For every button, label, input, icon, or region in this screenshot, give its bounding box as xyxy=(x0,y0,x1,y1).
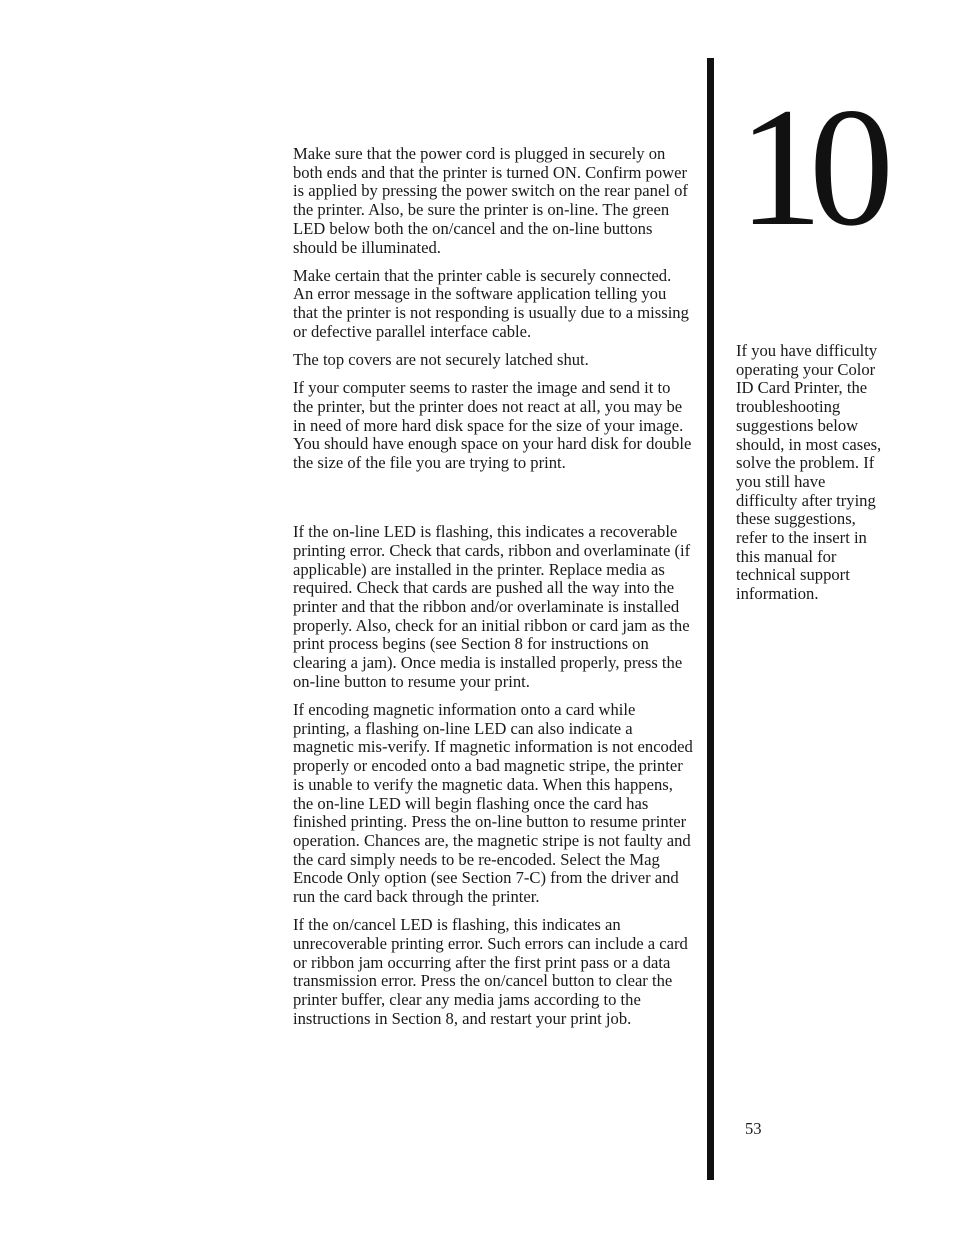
section-spacer xyxy=(293,482,693,523)
paragraph-online-led-flashing: If the on-line LED is flashing, this indicates a recoverable printing error. Check that cards, ribbon and overlaminate (if applicable) are installed in the printer. Replace media as required. Check that cards are pushed all the way into the printer and that the ribbon and/or overlaminate is installed properly. Also, check for an initial ribbon or card jam as the print process begins (see Section 8 for instructions on clearing a jam). Once media is installed properly, press the on-line button to resume your print. xyxy=(293,522,691,691)
paragraph-power-cord: Make sure that the power cord is plugged in securely on both ends and that the printer is turned ON. Confirm power is applied by pressing the power switch on the rear panel of the printer. Also, be sure the printer is on-line. The green LED below both the on/cancel and the on-line buttons should be illuminated. xyxy=(293,144,688,257)
vertical-rule xyxy=(707,58,714,1180)
chapter-number: 10 xyxy=(738,73,880,261)
main-text-column xyxy=(293,145,693,1038)
paragraph-magnetic-misverify: If encoding magnetic information onto a card while printing, a flashing on-line LED can also indicate a magnetic mis-verify. If magnetic information is not encoded properly or encoded onto a bad magnetic stripe, the printer is unable to verify the magnetic data. When this happens, the on-line LED will begin flashing once the card has finished printing. Press the on-line button to resume printer operation. Chances are, the magnetic stripe is not faulty and the card simply needs to be re-encoded. Select the Mag Encode Only option (see Section 7-C) from the driver and run the card back through the printer. xyxy=(293,700,693,907)
page-number: 53 xyxy=(745,1119,762,1138)
paragraph-cancel-led-flashing: If the on/cancel LED is flashing, this indicates an unrecoverable printing error. Such errors can include a card or ribbon jam occurring after the first print pass or a data transmission error. Press the on/cancel button to clear the printer buffer, clear any media jams according to the instructions in Section 8, and restart your print job. xyxy=(293,915,688,1028)
paragraph-top-covers: The top covers are not securely latched shut. xyxy=(293,350,589,370)
paragraph-printer-cable: Make certain that the printer cable is securely connected. An error message in the software application telling you that the printer is not responding is usually due to a missing or defective parallel interface cable. xyxy=(293,265,689,341)
chapter-intro-note: If you have difficulty operating your Color ID Card Printer, the troubleshooting suggestions below should, in most cases, solve the problem. If you still have difficulty after trying these suggestions, refer to the insert in this manual for technical support information. xyxy=(736,341,882,604)
paragraph-hard-disk-space: If your computer seems to raster the image and send it to the printer, but the printer does not react at all, you may be in need of more hard disk space for the size of your image. You should have enough space on your hard disk for double the size of the file you are trying to print. xyxy=(293,378,692,473)
